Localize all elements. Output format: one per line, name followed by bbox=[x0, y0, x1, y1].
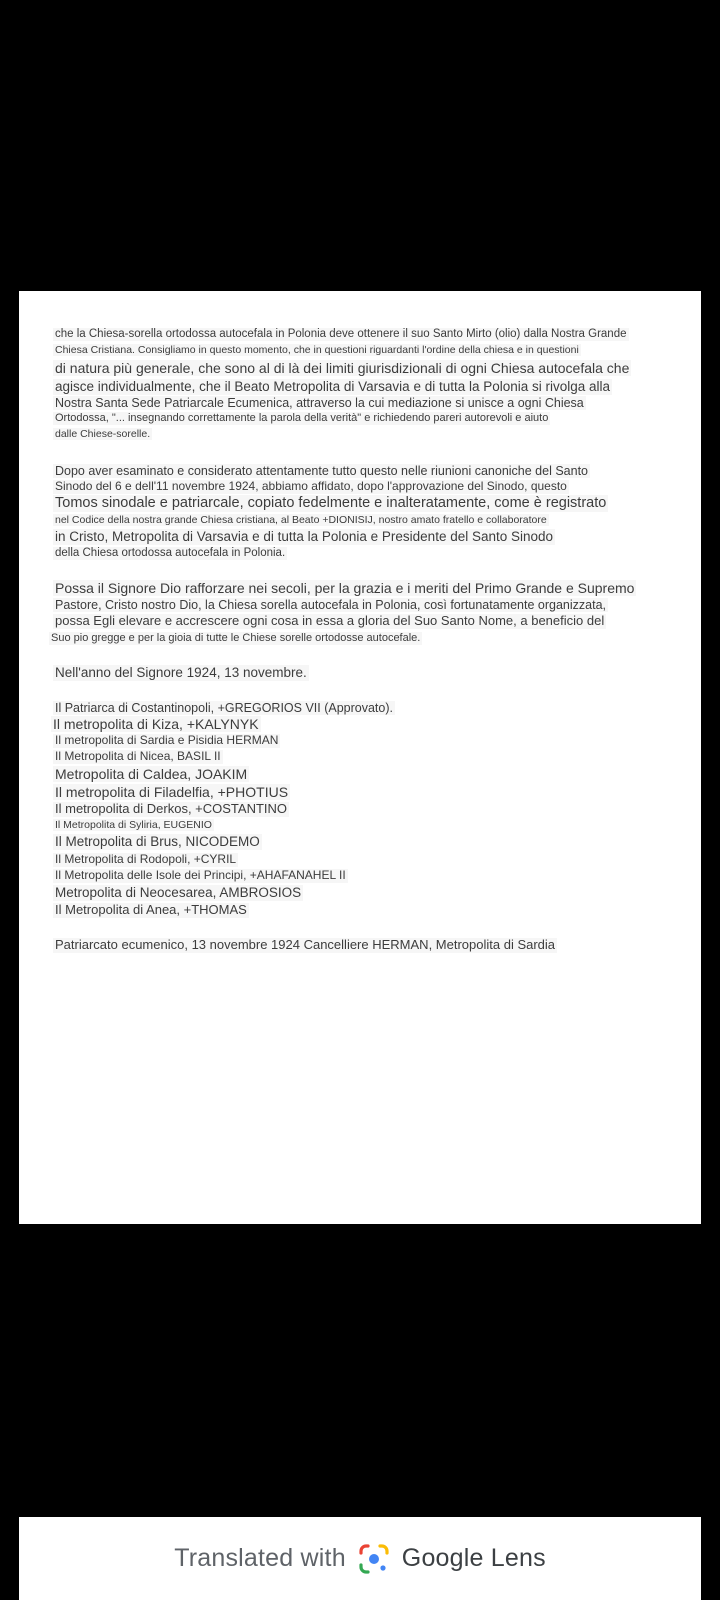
paragraph-2-line: Sinodo del 6 e dell'11 novembre 1924, abbiamo affidato, dopo l'approvazione del Sinodo, questo bbox=[55, 479, 567, 493]
paragraph-2-line: nel Codice della nostra grande Chiesa cristiana, al Beato +DIONISIJ, nostro amato fratello e collaboratore bbox=[55, 514, 547, 526]
chancellor-line: Patriarcato ecumenico, 13 novembre 1924 Cancelliere HERMAN, Metropolita di Sardia bbox=[55, 937, 556, 952]
signature-line: Il Metropolita di Nicea, BASIL II bbox=[55, 749, 221, 763]
signature-line: Il metropolita di Kiza, +KALYNYK bbox=[53, 716, 259, 732]
paragraph-3-line: Pastore, Cristo nostro Dio, la Chiesa sorella autocefala in Polonia, così fortunatamente organizzata, bbox=[55, 598, 606, 612]
date-line: Nell'anno del Signore 1924, 13 novembre. bbox=[55, 665, 307, 680]
paragraph-1-line: Ortodossa, "... insegnando correttamente la parola della verità" e richiedendo pareri autorevoli e aiuto bbox=[55, 412, 549, 424]
paragraph-1-line: dalle Chiese-sorelle. bbox=[55, 428, 151, 440]
signature-line: Metropolita di Caldea, JOAKIM bbox=[55, 766, 248, 782]
paragraph-1-line: che la Chiesa-sorella ortodossa autocefala in Polonia deve ottenere il suo Santo Mirto (olio) dalla Nostra Grande bbox=[55, 328, 627, 340]
signature-line: Il Metropolita di Rodopoli, +CYRIL bbox=[55, 852, 237, 866]
signature-line: Il metropolita di Filadelfia, +PHOTIUS bbox=[55, 784, 289, 800]
signature-line: Il Metropolita delle Isole dei Principi, +AHAFANAHEL II bbox=[55, 868, 346, 882]
google-lens-icon bbox=[358, 1543, 390, 1575]
banner-brand: Google Lens bbox=[401, 1544, 546, 1572]
paragraph-2-line: Tomos sinodale e patriarcale, copiato fedelmente e inalteratamente, come è registrato bbox=[55, 495, 607, 511]
paragraph-2-line: Dopo aver esaminato e considerato attentamente tutto questo nelle riunioni canoniche del Santo bbox=[55, 464, 588, 478]
signature-line: Il Patriarca di Costantinopoli, +GREGORIOS VII (Approvato). bbox=[55, 701, 393, 715]
paragraph-3-line: possa Egli elevare e accrescere ogni cosa in essa a gloria del Suo Santo Nome, a beneficio del bbox=[55, 613, 605, 628]
signature-line: Il metropolita di Sardia e Pisidia HERMAN bbox=[55, 733, 279, 747]
signature-line: Il Metropolita di Syliria, EUGENIO bbox=[55, 819, 212, 831]
paragraph-1-line: di natura più generale, che sono al di là dei limiti giurisdizionali di ogni Chiesa autocefala che bbox=[55, 360, 630, 376]
signature-line: Metropolita di Neocesarea, AMBROSIOS bbox=[55, 885, 302, 900]
translated-document-page bbox=[19, 291, 701, 1224]
paragraph-1-line: agisce individualmente, che il Beato Metropolita di Varsavia e di tutta la Polonia si rivolga alla bbox=[55, 379, 611, 394]
signature-line: Il Metropolita di Brus, NICODEMO bbox=[55, 834, 260, 849]
signature-line: Il metropolita di Derkos, +COSTANTINO bbox=[55, 801, 288, 816]
paragraph-2-line: della Chiesa ortodossa autocefala in Polonia. bbox=[55, 547, 286, 559]
google-lens-banner bbox=[19, 1517, 701, 1600]
paragraph-1-line: Chiesa Cristiana. Consigliamo in questo momento, che in questioni riguardanti l'ordine della chiesa e in questioni bbox=[55, 344, 579, 356]
paragraph-1-line: Nostra Santa Sede Patriarcale Ecumenica, attraverso la cui mediazione si unisce a ogni Chiesa bbox=[55, 396, 584, 410]
paragraph-3-line: Possa il Signore Dio rafforzare nei secoli, per la grazia e i meriti del Primo Grande e Supremo bbox=[55, 580, 635, 596]
signature-line: Il Metropolita di Anea, +THOMAS bbox=[55, 902, 247, 917]
paragraph-3-line: Suo pio gregge e per la gioia di tutte le Chiese sorelle ortodosse autocefale. bbox=[51, 632, 421, 644]
paragraph-2-line: in Cristo, Metropolita di Varsavia e di tutta la Polonia e Presidente del Santo Sinodo bbox=[55, 529, 554, 544]
banner-prefix: Translated with bbox=[174, 1544, 346, 1572]
